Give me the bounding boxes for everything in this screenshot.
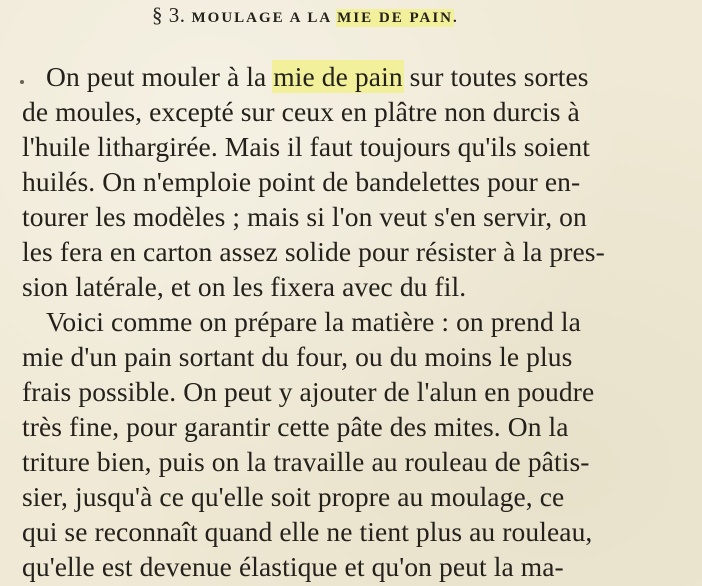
text-line: les fera en carton assez solide pour résister à la pres- (22, 236, 605, 267)
section-title-suffix: . (453, 10, 459, 26)
text-span: sur toutes sortes (402, 61, 589, 92)
text-line: très fine, pour garantir cette pâte des mites. On la (22, 411, 569, 442)
section-number: § 3. (152, 3, 186, 27)
text-line: tourer les modèles ; mais si l'on veut s'en servir, on (22, 201, 587, 232)
text-line: sion latérale, et on les fixera avec du fil. (22, 271, 467, 302)
highlighted-phrase: mie de pain (273, 61, 403, 92)
text-span: On peut mouler à la (46, 61, 274, 92)
section-title-highlight: MIE DE PAIN (337, 10, 453, 26)
margin-mark (20, 80, 24, 84)
text-line: huilés. On n'emploie point de bandelettes pour en- (22, 166, 581, 197)
text-line: mie d'un pain sortant du four, ou du moins le plus (22, 341, 573, 372)
text-line: de moules, excepté sur ceux en plâtre non durcis à (22, 96, 580, 127)
text-line: sier, jusqu'à ce qu'elle soit propre au moulage, ce (22, 481, 565, 512)
text-line: l'huile lithargirée. Mais il faut toujours qu'ils soient (22, 131, 590, 162)
text-line: qui se reconnaît quand elle ne tient plus au rouleau, (22, 516, 593, 547)
text-line (46, 60, 589, 94)
text-line: triture bien, puis on la travaille au rouleau de pâtis- (22, 446, 590, 477)
text-line: qu'elle est devenue élastique et qu'on peut la ma- (22, 551, 564, 582)
text-line: Voici comme on prépare la matière : on prend la (46, 306, 581, 337)
section-title-prefix: MOULAGE A LA (191, 10, 338, 26)
text-line: frais possible. On peut y ajouter de l'alun en poudre (22, 376, 595, 407)
section-heading (152, 2, 459, 28)
